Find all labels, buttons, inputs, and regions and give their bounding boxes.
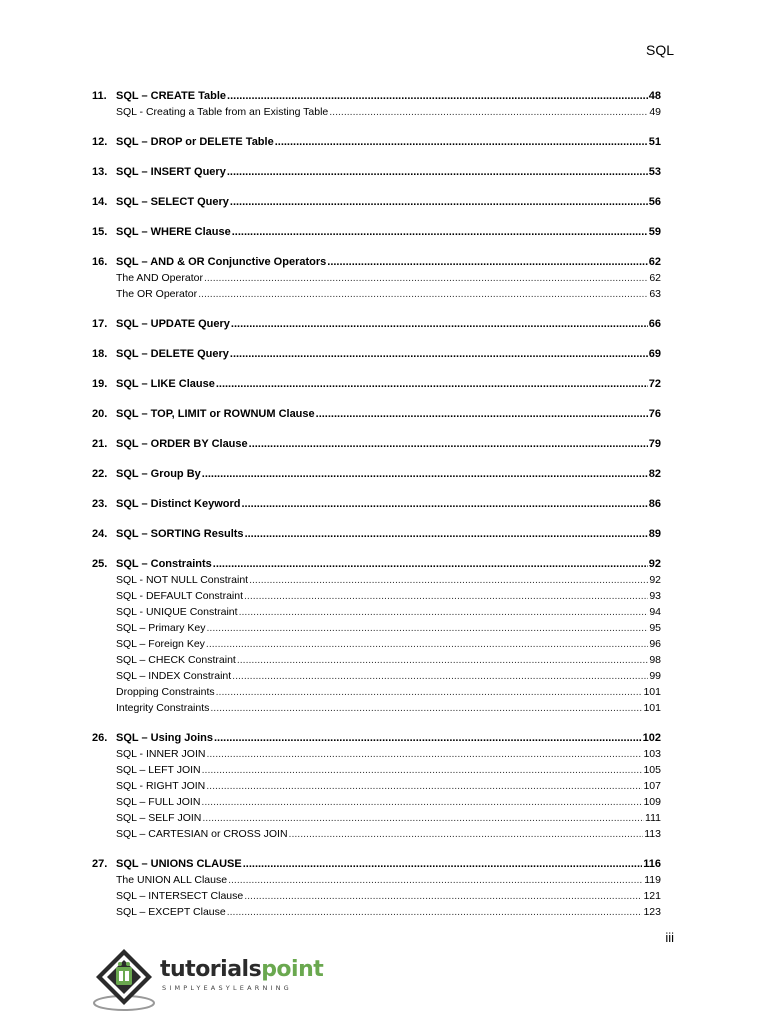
dot-leader [228,872,643,888]
toc-section-row[interactable] [92,794,661,810]
dot-leader [245,526,648,542]
dot-leader [201,794,642,810]
dot-leader [227,164,648,180]
chapter-page: 72 [648,378,661,390]
dot-leader [232,668,648,684]
chapter-number: 23. [92,498,108,510]
dot-leader [275,134,648,150]
chapter-title: SQL – LIKE Clause [116,378,215,390]
toc-section-row[interactable] [92,762,661,778]
chapter-page: 102 [642,732,661,744]
section-title: SQL – INDEX Constraint [116,670,232,682]
chapter-title: SQL – CREATE Table [116,90,227,102]
dot-leader [210,700,642,716]
toc-section-row[interactable] [92,872,661,888]
toc-section-row[interactable] [92,270,661,286]
chapter-page: 66 [648,318,661,330]
section-title: SQL - UNIQUE Constraint [116,606,238,618]
section-page: 123 [643,906,661,918]
section-title: SQL - RIGHT JOIN [116,780,206,792]
section-title: SQL - NOT NULL Constraint [116,574,249,586]
section-page: 63 [649,288,661,300]
dot-leader [202,810,644,826]
toc-section-row[interactable] [92,668,661,684]
chapter-page: 59 [648,226,661,238]
dot-leader [329,104,648,120]
section-title: SQL – Primary Key [116,622,206,634]
chapter-title: SQL – Constraints [116,558,212,570]
section-title: The OR Operator [116,288,198,300]
dot-leader [206,778,642,794]
dot-leader [214,730,642,746]
chapter-page: 116 [643,858,661,870]
chapter-title: SQL – UNIONS CLAUSE [116,858,242,870]
toc-chapter-row[interactable] [92,526,661,542]
toc-section-row[interactable] [92,636,661,652]
chapter-page: 76 [648,408,661,420]
chapter-page: 69 [648,348,661,360]
page-number: iii [665,930,674,945]
dot-leader [202,762,643,778]
chapter-title: SQL – AND & OR Conjunctive Operators [116,256,327,268]
dot-leader [216,684,643,700]
section-title: SQL – LEFT JOIN [116,764,201,776]
dot-leader [202,466,648,482]
toc-section-row[interactable] [92,604,661,620]
section-title: The UNION ALL Clause [116,874,228,886]
dot-leader [249,436,648,452]
toc-chapter-row[interactable] [92,316,661,332]
section-page: 119 [644,874,661,886]
section-title: SQL – INTERSECT Clause [116,890,244,902]
toc-chapter-row[interactable] [92,436,661,452]
chapter-number: 13. [92,166,108,178]
toc-section-row[interactable] [92,778,661,794]
chapter-title: SQL – INSERT Query [116,166,226,178]
dot-leader [230,194,648,210]
section-title: SQL – FULL JOIN [116,796,201,808]
chapter-number: 24. [92,528,108,540]
section-page: 98 [649,654,661,666]
chapter-page: 51 [648,136,661,148]
chapter-title: SQL – SELECT Query [116,196,229,208]
logo-emblem-icon [92,945,156,1015]
chapter-title: SQL – WHERE Clause [116,226,231,238]
table-of-contents [92,88,661,920]
section-page: 93 [649,590,661,602]
chapter-number: 20. [92,408,108,420]
toc-chapter-row[interactable] [92,346,661,362]
section-page: 49 [649,106,661,118]
dot-leader [231,316,648,332]
section-title: Integrity Constraints [116,702,210,714]
dot-leader [227,904,643,920]
section-page: 109 [643,796,661,808]
toc-section-row[interactable] [92,620,661,636]
dot-leader [227,88,648,104]
section-title: SQL – CHECK Constraint [116,654,236,666]
chapter-number: 11. [92,90,107,102]
toc-section-row[interactable] [92,826,661,842]
toc-chapter-row[interactable] [92,730,661,746]
section-title: SQL – EXCEPT Clause [116,906,226,918]
section-page: 101 [643,702,661,714]
toc-chapter-row[interactable] [92,134,661,150]
section-page: 99 [649,670,661,682]
chapter-number: 15. [92,226,108,238]
dot-leader [243,856,643,872]
toc-chapter-row[interactable] [92,556,661,572]
chapter-title: SQL – Distinct Keyword [116,498,241,510]
toc-chapter-row[interactable] [92,466,661,482]
section-title: The AND Operator [116,272,203,284]
chapter-number: 22. [92,468,108,480]
section-title: SQL – Foreign Key [116,638,205,650]
toc-chapter-row[interactable] [92,856,661,872]
chapter-title: SQL – UPDATE Query [116,318,230,330]
chapter-title: SQL – ORDER BY Clause [116,438,248,450]
section-page: 95 [649,622,661,634]
section-page: 107 [643,780,661,792]
chapter-number: 25. [92,558,108,570]
chapter-number: 12. [92,136,108,148]
dot-leader [239,604,649,620]
dot-leader [216,376,648,392]
running-header: SQL [645,42,674,58]
chapter-title: SQL – Using Joins [116,732,213,744]
section-title: SQL – CARTESIAN or CROSS JOIN [116,828,288,840]
section-title: SQL - Creating a Table from an Existing Table [116,106,329,118]
toc-section-row[interactable] [92,888,661,904]
dot-leader [230,346,648,362]
toc-chapter-row[interactable] [92,164,661,180]
toc-chapter-row[interactable] [92,88,661,104]
dot-leader [237,652,648,668]
toc-section-row[interactable] [92,652,661,668]
dot-leader [249,572,648,588]
chapter-number: 16. [92,256,108,268]
dot-leader [327,254,647,270]
toc-chapter-row[interactable] [92,406,661,422]
dot-leader [289,826,644,842]
section-page: 111 [645,812,661,824]
chapter-title: SQL – DELETE Query [116,348,229,360]
dot-leader [204,270,648,286]
toc-section-row[interactable] [92,810,661,826]
toc-section-row[interactable] [92,104,661,120]
dot-leader [316,406,648,422]
chapter-title: SQL – DROP or DELETE Table [116,136,274,148]
dot-leader [232,224,648,240]
toc-chapter-row[interactable] [92,376,661,392]
dot-leader [206,636,648,652]
toc-chapter-row[interactable] [92,254,661,270]
chapter-page: 86 [648,498,661,510]
toc-section-row[interactable] [92,684,661,700]
dot-leader [206,620,648,636]
toc-section-row[interactable] [92,700,661,716]
dot-leader [244,588,648,604]
section-page: 96 [649,638,661,650]
toc-section-row[interactable] [92,746,661,762]
toc-section-row[interactable] [92,572,661,588]
chapter-page: 56 [648,196,661,208]
chapter-page: 82 [648,468,661,480]
section-page: 92 [649,574,661,586]
logo-tagline: SIMPLYEASYLEARNING [162,984,292,992]
chapter-title: SQL – SORTING Results [116,528,244,540]
section-page: 101 [643,686,661,698]
dot-leader [244,888,642,904]
toc-section-row[interactable] [92,904,661,920]
toc-section-row[interactable] [92,286,661,302]
dot-leader [213,556,648,572]
toc-section-row[interactable] [92,588,661,604]
section-title: Dropping Constraints [116,686,215,698]
chapter-number: 18. [92,348,108,360]
dot-leader [206,746,642,762]
chapter-page: 53 [648,166,661,178]
tutorialspoint-logo [92,945,342,1015]
chapter-number: 19. [92,378,108,390]
chapter-page: 79 [648,438,661,450]
toc-chapter-row[interactable] [92,496,661,512]
chapter-number: 21. [92,438,108,450]
dot-leader [198,286,648,302]
chapter-number: 26. [92,732,108,744]
toc-chapter-row[interactable] [92,224,661,240]
chapter-page: 92 [648,558,661,570]
section-page: 105 [643,764,661,776]
section-page: 62 [649,272,661,284]
dot-leader [242,496,648,512]
chapter-number: 17. [92,318,108,330]
section-page: 94 [649,606,661,618]
section-page: 113 [644,828,661,840]
toc-chapter-row[interactable] [92,194,661,210]
chapter-page: 89 [648,528,661,540]
chapter-number: 27. [92,858,108,870]
section-page: 121 [643,890,661,902]
chapter-page: 62 [648,256,661,268]
section-page: 103 [643,748,661,760]
section-title: SQL - DEFAULT Constraint [116,590,244,602]
logo-wordmark: tutorialspoint [160,957,324,982]
section-title: SQL – SELF JOIN [116,812,202,824]
chapter-title: SQL – TOP, LIMIT or ROWNUM Clause [116,408,315,420]
chapter-number: 14. [92,196,108,208]
chapter-page: 48 [648,90,661,102]
section-title: SQL - INNER JOIN [116,748,206,760]
chapter-title: SQL – Group By [116,468,201,480]
